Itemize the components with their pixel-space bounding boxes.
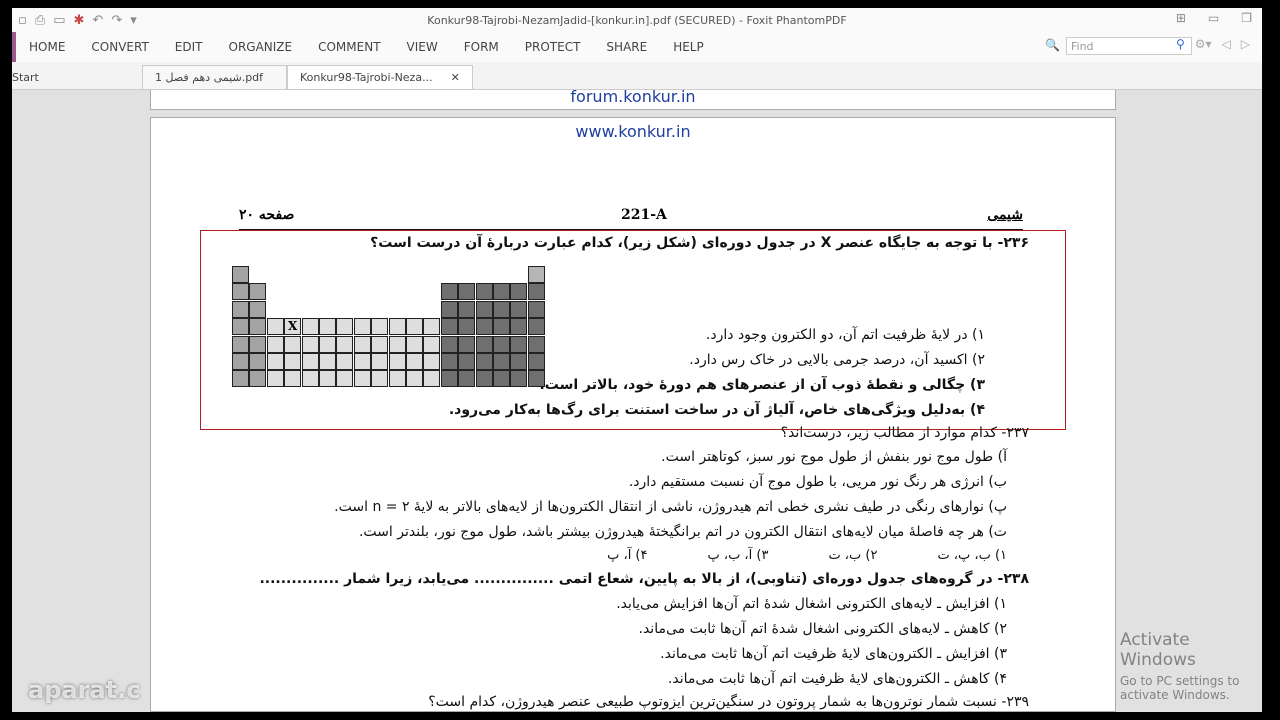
periodic-table-cell xyxy=(476,301,493,318)
periodic-table-cell xyxy=(493,370,510,387)
periodic-table-cell xyxy=(302,336,319,353)
periodic-table-cell xyxy=(371,353,388,370)
periodic-table-cell xyxy=(249,336,266,353)
restore-button[interactable]: ❐ xyxy=(1241,11,1252,25)
periodic-table-cell xyxy=(441,283,458,300)
new-icon[interactable]: ✱ xyxy=(73,12,85,28)
window-title: Konkur98-Tajrobi-NezamJadid-[konkur.in].pdf (SECURED) - Foxit PhantomPDF xyxy=(427,13,847,27)
periodic-table-cell xyxy=(441,336,458,353)
periodic-table-cell xyxy=(476,370,493,387)
periodic-table-cell xyxy=(371,336,388,353)
periodic-table-cell xyxy=(319,318,336,335)
periodic-table-cell xyxy=(510,318,527,335)
redo-icon[interactable]: ↷ xyxy=(111,12,123,28)
document-view[interactable] xyxy=(12,90,1262,712)
undo-icon[interactable]: ↶ xyxy=(92,12,104,28)
periodic-table-cell xyxy=(458,353,475,370)
search-icon[interactable]: ⚲ xyxy=(1175,37,1185,51)
periodic-table-cell xyxy=(493,353,510,370)
quick-access-toolbar xyxy=(12,13,137,28)
tab-view[interactable]: VIEW xyxy=(406,40,438,54)
periodic-table-cell xyxy=(249,318,266,335)
periodic-table-cell xyxy=(354,353,371,370)
q239-stem: ۲۳۹- نسبت شمار نوترون‌ها به شمار پروتون در سنگین‌ترین ایزوتوپ طبیعی عنصر هیدروژن، کدام است؟ xyxy=(428,694,1029,710)
periodic-table-cell xyxy=(232,283,249,300)
email-icon[interactable]: ▭ xyxy=(53,12,66,28)
foxit-window xyxy=(12,8,1262,712)
periodic-table-cell xyxy=(319,370,336,387)
periodic-table-cell xyxy=(354,336,371,353)
periodic-table-cell xyxy=(476,353,493,370)
tab-comment[interactable]: COMMENT xyxy=(318,40,381,54)
gear-icon[interactable]: ⚙▾ xyxy=(1194,37,1212,51)
q237-option: ۲) ب، ت xyxy=(828,548,878,563)
tab-document-1[interactable]: شیمی دهم فصل 1.pdf xyxy=(142,65,287,89)
page-header xyxy=(239,207,1023,231)
element-x-marker: X xyxy=(284,318,301,335)
tab-home[interactable]: HOME xyxy=(29,40,66,54)
periodic-table-cell xyxy=(423,318,440,335)
periodic-table-cell xyxy=(406,318,423,335)
periodic-table-cell xyxy=(441,353,458,370)
periodic-table-cell xyxy=(249,353,266,370)
periodic-table-cell xyxy=(354,318,371,335)
periodic-table-cell xyxy=(284,336,301,353)
periodic-table-cell xyxy=(371,370,388,387)
periodic-table-cell xyxy=(458,336,475,353)
q238-option: ۴) کاهش ـ الکترون‌های لایهٔ ظرفیت اتم آن‌ها ثابت می‌ماند. xyxy=(667,671,1007,687)
periodic-table-cell xyxy=(232,336,249,353)
periodic-table-cell xyxy=(528,301,545,318)
periodic-table-cell xyxy=(510,370,527,387)
next-icon[interactable]: ▷ xyxy=(1240,37,1250,51)
periodic-table-cell xyxy=(267,353,284,370)
periodic-table-cell xyxy=(284,370,301,387)
periodic-table-cell xyxy=(458,301,475,318)
q237-stem: ۲۳۷- کدام موارد از مطالب زیر، درست‌اند؟ xyxy=(780,425,1029,441)
tab-edit[interactable]: EDIT xyxy=(174,40,203,54)
page-number: صفحه ۲۰ xyxy=(239,207,295,223)
tab-convert[interactable]: CONVERT xyxy=(91,40,149,54)
periodic-table-cell xyxy=(284,353,301,370)
periodic-table-cell xyxy=(423,353,440,370)
previous-icon[interactable]: ◁ xyxy=(1221,37,1231,51)
periodic-table-cell xyxy=(406,353,423,370)
q237-item: ت) هر چه فاصلهٔ میان لایه‌های انتقال الکترون در اتم برانگیختهٔ هیدروژن بیشتر باشد، طول موج نور، بلندتر است. xyxy=(358,524,1007,540)
q236-option: ۱) در لایهٔ ظرفیت اتم آن، دو الکترون وجود دارد. xyxy=(705,327,985,343)
periodic-table-cell xyxy=(510,301,527,318)
q237-item: پ) نوارهای رنگی در طیف نشری خطی اتم هیدروژن، ناشی از انتقال الکترون‌ها از لایه‌های بالاتر به لایهٔ n = ۲ است. xyxy=(334,499,1007,515)
periodic-table-cell xyxy=(528,336,545,353)
periodic-table-cell xyxy=(528,353,545,370)
periodic-table-cell xyxy=(510,353,527,370)
minimize-button[interactable]: ▭ xyxy=(1207,11,1220,25)
periodic-table-cell xyxy=(371,318,388,335)
find-input[interactable]: Find xyxy=(1066,37,1192,55)
periodic-table-cell xyxy=(441,318,458,335)
periodic-table-cell xyxy=(441,301,458,318)
tab-organize[interactable]: ORGANIZE xyxy=(228,40,293,54)
periodic-table-cell xyxy=(476,283,493,300)
q237-option: ۳) آ، ب، پ xyxy=(707,548,769,563)
activate-windows-title: Activate Windows xyxy=(1120,630,1196,670)
periodic-table-cell xyxy=(458,318,475,335)
periodic-table-cell xyxy=(336,370,353,387)
close-icon[interactable]: ✕ xyxy=(450,71,460,84)
periodic-table-cell xyxy=(232,318,249,335)
q238-option: ۳) افزایش ـ الکترون‌های لایهٔ ظرفیت اتم آن‌ها ثابت می‌ماند. xyxy=(660,646,1007,662)
page-url: forum.konkur.in xyxy=(570,90,696,106)
periodic-table-cell xyxy=(336,336,353,353)
periodic-table-cell xyxy=(476,336,493,353)
periodic-table-cell xyxy=(441,370,458,387)
q237-option: ۱) ب، پ، ت xyxy=(937,548,1007,563)
periodic-table-cell xyxy=(528,266,545,283)
periodic-table-cell xyxy=(493,318,510,335)
periodic-table-cell xyxy=(302,370,319,387)
periodic-table-cell xyxy=(458,370,475,387)
periodic-table-cell xyxy=(406,370,423,387)
q237-options-row xyxy=(607,547,1007,565)
periodic-table-cell xyxy=(232,353,249,370)
periodic-table-cell xyxy=(267,336,284,353)
periodic-table-cell xyxy=(302,353,319,370)
save-icon[interactable]: ▫ xyxy=(18,12,27,28)
periodic-table-cell xyxy=(232,370,249,387)
periodic-table-cell xyxy=(458,283,475,300)
activate-windows-subtitle: Go to PC settings to activate Windows. xyxy=(1120,674,1240,702)
periodic-table-cell xyxy=(249,283,266,300)
tab-start[interactable]: Start xyxy=(12,70,39,84)
periodic-table-cell xyxy=(528,283,545,300)
q236-option: ۲) اکسید آن، درصد جرمی بالایی در خاک رس دارد. xyxy=(689,352,985,368)
q238-option: ۲) کاهش ـ لایه‌های الکترونی اشغال شدهٔ اتم آن‌ها ثابت می‌ماند. xyxy=(638,621,1007,637)
q236-option: ۴) به‌دلیل ویژگی‌های خاص، آلیاژ آن در ساخت استنت برای رگ‌ها به‌کار می‌رود. xyxy=(448,402,985,418)
periodic-table-cell xyxy=(267,370,284,387)
document-tabs xyxy=(12,62,1262,90)
watermark-logo: aparat.c xyxy=(28,676,141,704)
q236-stem: ۲۳۶- با توجه به جایگاه عنصر X در جدول دوره‌ای (شکل زیر)، کدام عبارت دربارهٔ آن درست است؟ xyxy=(370,235,1029,251)
print-icon[interactable]: ⎙ xyxy=(34,12,46,28)
page-1 xyxy=(150,90,1116,110)
page-url: www.konkur.in xyxy=(575,122,691,141)
periodic-table-cell xyxy=(267,318,284,335)
periodic-table-cell xyxy=(406,336,423,353)
tab-help[interactable]: HELP xyxy=(673,40,704,54)
title-bar xyxy=(12,8,1262,32)
periodic-table-cell xyxy=(354,370,371,387)
periodic-table-cell xyxy=(389,336,406,353)
periodic-table-cell xyxy=(319,336,336,353)
periodic-table-cell xyxy=(336,318,353,335)
tab-label: Konkur98-Tajrobi-Neza... xyxy=(300,71,433,84)
periodic-table-cell xyxy=(389,353,406,370)
tab-form[interactable]: FORM xyxy=(463,40,499,54)
periodic-table-cell xyxy=(389,318,406,335)
periodic-table-cell xyxy=(319,353,336,370)
q238-option: ۱) افزایش ـ لایه‌های الکترونی اشغال شدهٔ اتم آن‌ها افزایش می‌یابد. xyxy=(616,596,1007,612)
periodic-table-cell xyxy=(249,370,266,387)
page-2 xyxy=(150,117,1116,712)
tab-document-2[interactable] xyxy=(287,65,473,89)
subject-title: شیمی xyxy=(987,207,1023,223)
periodic-table-cell xyxy=(493,283,510,300)
q237-item: آ) طول موج نور بنفش از طول موج نور سبز، کوتاهتر است. xyxy=(661,449,1007,465)
tab-protect[interactable]: PROTECT xyxy=(524,40,581,54)
periodic-table-cell xyxy=(493,336,510,353)
customize-dropdown-icon[interactable]: ▾ xyxy=(130,12,137,28)
periodic-table-cell xyxy=(510,283,527,300)
periodic-table-cell xyxy=(476,318,493,335)
booklet-code: 221-A xyxy=(621,207,667,223)
periodic-table-cell xyxy=(423,336,440,353)
q236-option: ۳) چگالی و نقطهٔ ذوب آن از عنصرهای هم دورهٔ خود، بالاتر است. xyxy=(539,377,985,393)
periodic-table-cell xyxy=(493,301,510,318)
periodic-table-cell xyxy=(389,370,406,387)
advanced-search-icon[interactable]: 🔍 xyxy=(1045,38,1060,52)
periodic-table-cell xyxy=(510,336,527,353)
q237-item: ب) انرژی هر رنگ نور مریی، با طول موج آن نسبت مستقیم دارد. xyxy=(628,474,1007,490)
periodic-table-cell xyxy=(528,318,545,335)
q238-stem: ۲۳۸- در گروه‌های جدول دوره‌ای (تناوبی)، از بالا به پایین، شعاع اتمی ............... می‌یابد، زیرا شمار ............... xyxy=(259,571,1029,587)
q237-option: ۴) آ، پ xyxy=(607,548,648,563)
periodic-table-cell xyxy=(232,301,249,318)
periodic-table-cell xyxy=(302,318,319,335)
periodic-table-cell xyxy=(232,266,249,283)
tab-share[interactable]: SHARE xyxy=(606,40,648,54)
periodic-table-cell xyxy=(249,301,266,318)
fullscreen-icon[interactable]: ⊞ xyxy=(1175,11,1186,25)
periodic-table-cell xyxy=(423,370,440,387)
periodic-table-cell xyxy=(336,353,353,370)
